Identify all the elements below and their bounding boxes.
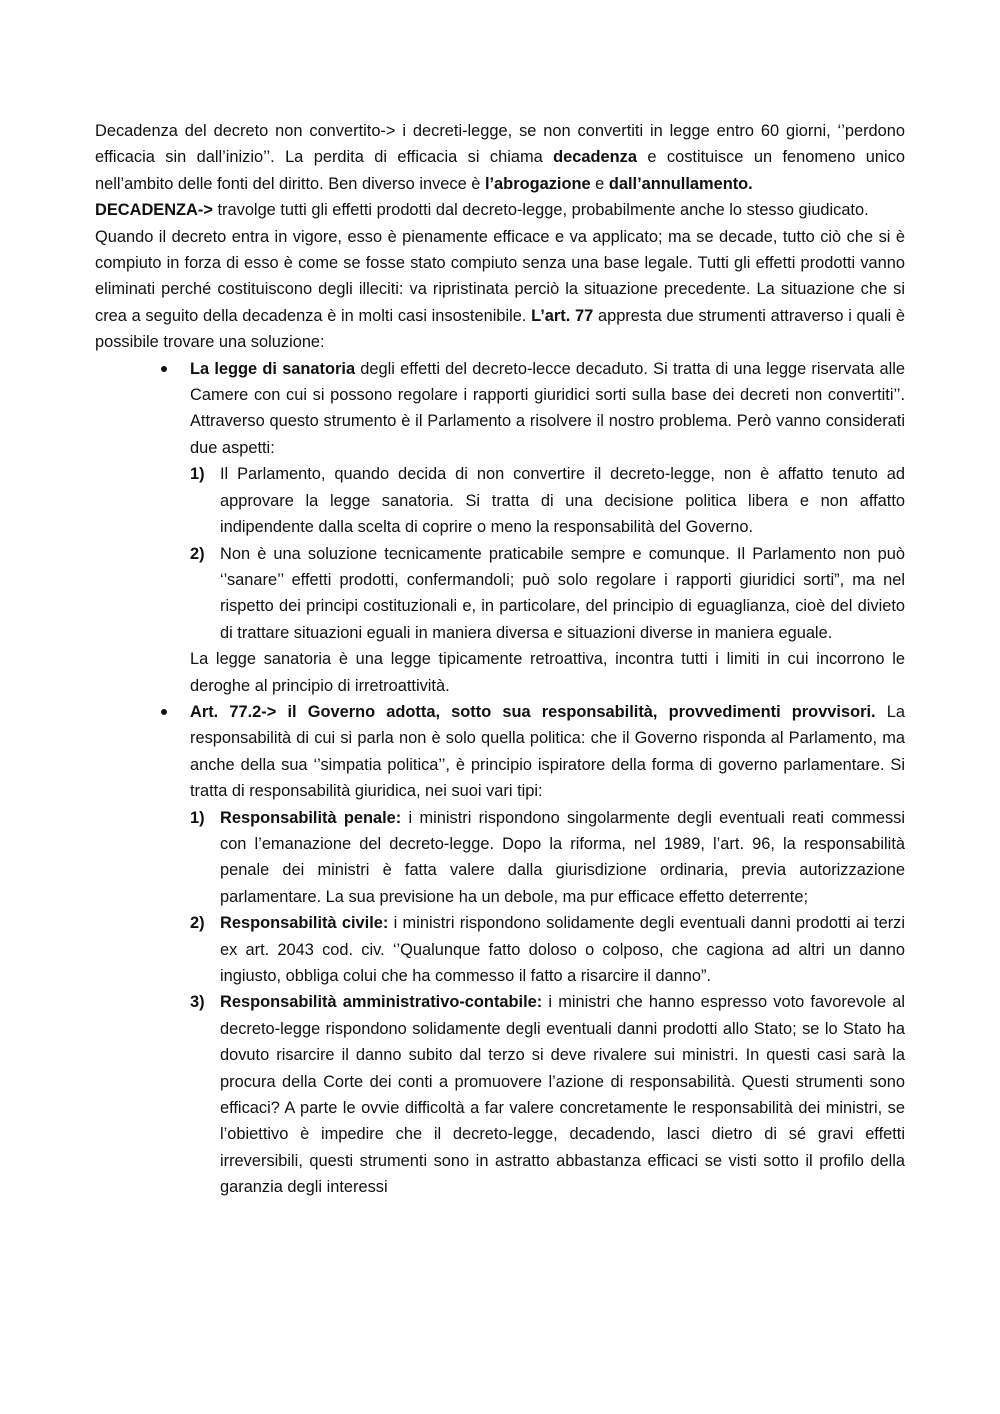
numbered-item	[190, 461, 905, 540]
numbered-item	[190, 910, 905, 989]
bullet-paragraph	[190, 699, 905, 805]
item-number: 2)	[190, 914, 205, 933]
bold-term-annullamento: dall’annullamento.	[608, 174, 753, 193]
text-run: Decadenza del decreto non convertito-> i decreti-legge, se non convertiti in legge entro 60 giorni, ‘’perdono efficacia sin dall’inizio’’. La perdita di efficacia si chiama	[95, 122, 905, 167]
bullet-closing-paragraph: La legge sanatoria è una legge tipicamente retroattiva, incontra tutti i limiti in cui incorrono le deroghe al principio di irretroattività.	[190, 650, 905, 695]
item-text: Il Parlamento, quando decida di non convertire il decreto-legge, non è affatto tenuto ad approvare la legge sanatoria. Si tratta di una decisione politica libera e non affatto indipendente dalla scelta di coprire o meno la responsabilità del Governo.	[220, 465, 905, 537]
bold-term-decadenza-heading: DECADENZA->	[95, 201, 213, 220]
item-text: i ministri rispondono solidamente degli eventuali danni prodotti ai terzi ex art. 2043 cod. civ. ‘’Qualunque fatto doloso o colposo, che cagiona ad altri un danno ingiusto, obbliga colui che ha commesso il fatto a risarcire il danno”.	[220, 914, 905, 985]
numbered-list	[190, 461, 905, 646]
item-number: 1)	[190, 465, 205, 484]
item-number: 2)	[190, 544, 205, 563]
text-run: travolge tutti gli effetti prodotti dal decreto-legge, probabilmente anche lo stesso giudicato.	[212, 201, 869, 220]
numbered-item	[190, 989, 905, 1200]
paragraph-decadenza-definition	[95, 197, 905, 223]
item-text: Non è una soluzione tecnicamente praticabile sempre e comunque. Il Parlamento non può ‘’sanare’’ effetti prodotti, confermandoli; può solo regolare i rapporti giuridici sorti”, ma nel rispetto dei principi costituzionali e, in particolare, del principio di eguaglianza, cioè del divieto di trattare situazioni eguali in maniera diversa e situazioni diverse in maniera eguale.	[220, 544, 905, 642]
document-page	[95, 118, 905, 1201]
item-text: i ministri rispondono singolarmente degli eventuali reati commessi con l’emanazione del decreto-legge. Dopo la riforma, nel 1989, l’art. 96, la responsabilità penale dei ministri è fatta valere dalla giurisdizione ordinaria, previa autorizzazione parlamentare. La sua previsione ha un debole, ma pur efficace effetto deterrente;	[220, 808, 905, 906]
text-run: degli effetti del decreto-lecce decaduto. Si tratta di una legge riservata alle Camere con cui si possono regolare i rapporti giuridici sorti sulla base dei decreti non convertiti’’. Attraverso questo strumento è il Parlamento a risolvere il nostro problema. Però vanno considerati due aspetti:	[190, 359, 906, 457]
bold-term-responsabilita-civile: Responsabilità civile:	[220, 914, 389, 933]
item-number: 3)	[190, 993, 205, 1012]
bold-term-art77-2: Art. 77.2-> il Governo adotta, sotto sua responsabilità, provvedimenti provvisori.	[190, 702, 876, 721]
text-run: e costituisce un fenomeno unico nell’ambito delle fonti del diritto. Ben diverso invece è	[95, 148, 905, 193]
numbered-item	[190, 805, 905, 911]
bullet-item-art-77-2	[95, 699, 905, 1201]
text-run: e	[590, 174, 609, 193]
item-text: i ministri che hanno espresso voto favorevole al decreto-legge rispondono solidamente degli eventuali danni prodotti allo Stato; se lo Stato ha dovuto risarcire il danno subito dal terzo si deve rivalere sui ministri. In questi casi sarà la procura della Corte dei conti a promuovere l’azione di responsabilità. Questi strumenti sono efficaci? A parte le ovvie difficoltà a far valere concretamente le responsabilità dei ministri, se l’obiettivo è impedire che il decreto-legge, decadendo, lasci dietro di sé gravi effetti irreversibili, questi strumenti sono in astratto abbastanza efficaci se visti sotto il profilo della garanzia degli interessi	[220, 993, 905, 1197]
bold-term-abrogazione: l’abrogazione	[484, 174, 591, 193]
paragraph-decadenza-intro	[95, 118, 905, 197]
bullet-dot-icon	[161, 366, 167, 372]
bullet-item-legge-sanatoria	[95, 356, 905, 699]
bold-term-responsabilita-amministrativa: Responsabilità amministrativo-contabile:	[220, 993, 543, 1012]
bullet-list	[95, 356, 905, 1201]
bold-term-responsabilita-penale: Responsabilità penale:	[220, 808, 402, 827]
bold-term-legge-sanatoria: La legge di sanatoria	[190, 359, 356, 378]
bold-term-decadenza: decadenza	[553, 148, 637, 167]
text-run: appresta due strumenti attraverso i quali è possibile trovare una soluzione:	[95, 306, 905, 352]
paragraph-decreto-vigore	[95, 224, 905, 356]
item-number: 1)	[190, 808, 205, 827]
bullet-dot-icon	[161, 709, 167, 715]
bullet-paragraph	[190, 356, 905, 462]
numbered-list	[190, 805, 905, 1201]
numbered-item	[190, 541, 905, 647]
text-run: La responsabilità di cui si parla non è solo quella politica: che il Governo risponda al Parlamento, ma anche della sua ‘’simpatia politica’’, è principio ispiratore della forma di governo parlamentare. Si tratta di responsabilità giuridica, nei suoi vari tipi:	[190, 702, 905, 801]
text-run: Quando il decreto entra in vigore, esso è pienamente efficace e va applicato; ma se decade, tutto ciò che si è compiuto in forza di esso è come se fosse stato compiuto senza una base legale. Tutti gli effetti prodotti vanno eliminati perché costituiscono degli illeciti: va ripristinata perciò la situazione precedente. La situazione che si crea a seguito della decadenza è in molti casi insostenibile.	[95, 227, 905, 325]
bold-term-art77: L’art. 77	[531, 306, 594, 325]
